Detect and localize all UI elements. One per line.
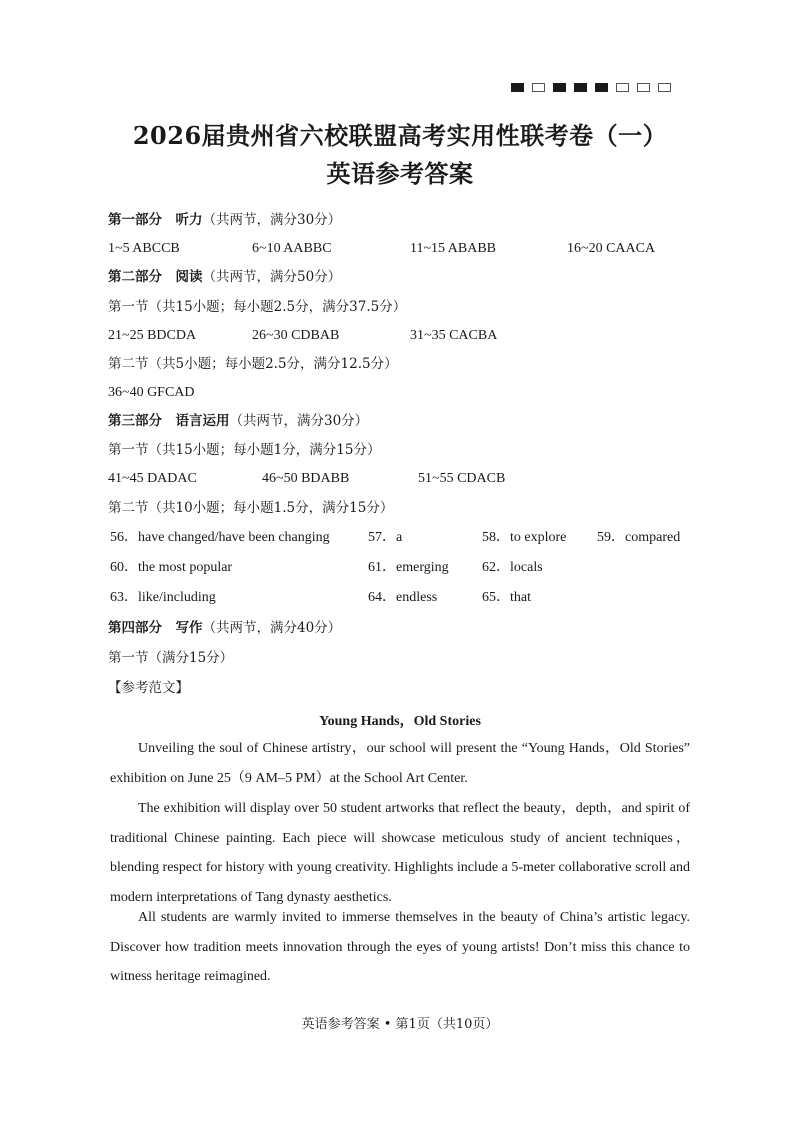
answer: 16~20 CAACA xyxy=(567,241,656,256)
fill-answer: 62．locals xyxy=(482,560,543,575)
part-note: （共两节，满分30分） xyxy=(229,413,369,429)
part-note: （共两节，满分30分） xyxy=(202,212,342,228)
section-label: 第二节（共10小题；每小题1.5分，满分15分） xyxy=(108,500,394,516)
empty-square-mark xyxy=(658,83,671,92)
answer: 51~55 CDACB xyxy=(418,471,506,486)
answer: 1~5 ABCCB xyxy=(108,241,180,256)
filled-square-mark xyxy=(574,83,587,92)
part4-heading xyxy=(108,619,341,638)
fill-answer: 64．endless xyxy=(368,590,438,605)
marker-squares xyxy=(511,83,671,92)
answer: 36~40 GFCAD xyxy=(108,385,195,400)
part1-heading xyxy=(108,211,341,230)
part3-heading xyxy=(108,412,368,431)
sample-label: 【参考范文】 xyxy=(108,680,189,696)
page-title: 2026届贵州省六校联盟高考实用性联考卷（一） xyxy=(132,121,668,150)
answer: 26~30 CDBAB xyxy=(252,328,340,343)
answer: 6~10 AABBC xyxy=(252,241,332,256)
essay-title: Young Hands，Old Stories xyxy=(319,714,481,729)
essay-paragraph: Unveiling the soul of Chinese artistry，our school will present the “Young Hands，Old Stories” exhibition on June 25（9 AM–5 PM）at the School Art Center. xyxy=(110,741,690,786)
empty-square-mark xyxy=(637,83,650,92)
part-note: （共两节，满分40分） xyxy=(202,620,342,636)
empty-square-mark xyxy=(532,83,545,92)
essay-paragraph: The exhibition will display over 50 student artworks that reflect the beauty，depth，and spirit of traditional Chinese painting. Each piece will showcase meticulous study of ancient techniques，blending respect for history with young creativity. Highlights include a 5-meter collaborative scroll and modern interpretations of Tang dynasty aesthetics. xyxy=(110,801,690,905)
filled-square-mark xyxy=(553,83,566,92)
filled-square-mark xyxy=(595,83,608,92)
section-label: 第一节（共15小题；每小题2.5分，满分37.5分） xyxy=(108,299,407,315)
section-label: 第一节（共15小题；每小题1分，满分15分） xyxy=(108,442,381,458)
section-label: 第一节（满分15分） xyxy=(108,650,234,666)
fill-answer: 57．a xyxy=(368,530,403,545)
part-heading: 第三部分 语言运用 xyxy=(108,413,230,429)
answer: 46~50 BDABB xyxy=(262,471,350,486)
empty-square-mark xyxy=(616,83,629,92)
answer: 11~15 ABABB xyxy=(410,241,497,256)
fill-answer: 56．have changed/have been changing xyxy=(110,530,330,545)
page-subtitle: 英语参考答案 xyxy=(326,159,474,188)
answer: 31~35 CACBA xyxy=(410,328,498,343)
fill-answer: 65．that xyxy=(482,590,531,605)
page-footer: 英语参考答案 • 第1页（共10页） xyxy=(301,1017,499,1032)
part-heading: 第一部分 听力 xyxy=(108,212,203,228)
section-label: 第二节（共5小题；每小题2.5分，满分12.5分） xyxy=(108,356,398,372)
fill-answer: 63．like/including xyxy=(110,590,216,605)
essay-paragraph: All students are warmly invited to immerse themselves in the beauty of China’s artistic legacy. Discover how tradition meets innovation through the eyes of young artists! Don’t miss this chance to witness heritage reimagined. xyxy=(110,910,690,984)
filled-square-mark xyxy=(511,83,524,92)
part-heading: 第四部分 写作 xyxy=(108,620,203,636)
fill-answer: 61．emerging xyxy=(368,560,449,575)
fill-answer: 58．to explore xyxy=(482,530,567,545)
part-heading: 第二部分 阅读 xyxy=(108,269,203,285)
part2-heading xyxy=(108,268,341,287)
answer: 21~25 BDCDA xyxy=(108,328,197,343)
fill-answer: 60．the most popular xyxy=(110,560,233,575)
part-note: （共两节，满分50分） xyxy=(202,269,342,285)
fill-answer: 59．compared xyxy=(597,530,681,545)
answer: 41~45 DADAC xyxy=(108,471,197,486)
